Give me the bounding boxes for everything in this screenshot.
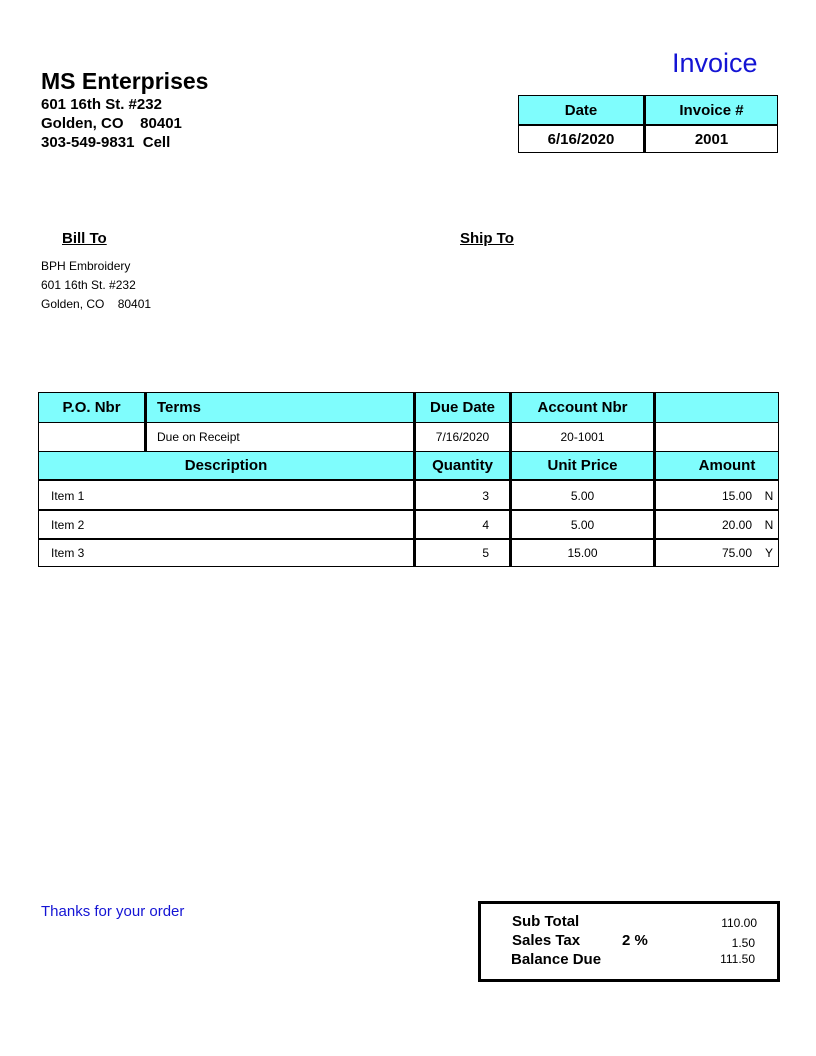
invoice-title: Invoice	[672, 48, 758, 78]
due-date-value: 7/16/2020	[435, 430, 490, 444]
item-amount: 75.00	[721, 546, 752, 560]
quantity-header: Quantity	[416, 452, 509, 479]
bill-to-line3: Golden, CO 80401	[41, 297, 152, 311]
po-header: P.O. Nbr	[39, 393, 144, 422]
unit-price-header: Unit Price	[512, 452, 653, 479]
table-rule	[39, 538, 778, 540]
description-header: Description	[39, 452, 413, 479]
header-box-rule	[519, 124, 777, 126]
sales-tax-value: 1.50	[731, 936, 755, 950]
table-divider	[653, 393, 656, 566]
ship-to-label: Ship To	[460, 230, 514, 247]
due-date-header: Due Date	[416, 393, 509, 422]
terms-value: Due on Receipt	[157, 430, 240, 444]
table-divider	[509, 393, 512, 566]
item-description: Item 1	[51, 489, 85, 503]
invoice-number: 2001	[694, 130, 729, 148]
item-amount: 20.00	[721, 517, 752, 532]
company-phone: 303-549-9831 Cell	[41, 134, 171, 151]
extra-value	[656, 423, 778, 451]
table-rule	[39, 509, 778, 511]
sales-tax-rate: 2 %	[622, 932, 648, 949]
table-rule	[39, 451, 778, 452]
invoice-table	[38, 392, 779, 567]
table-rule	[39, 479, 778, 481]
invoice-number-header: Invoice #	[646, 96, 777, 124]
item-taxable-flag: N	[764, 489, 774, 503]
company-address-line2: Golden, CO 80401	[41, 115, 182, 132]
subtotal-value: 110.00	[721, 916, 757, 930]
sales-tax-label: Sales Tax	[512, 932, 581, 949]
totals-box	[478, 901, 780, 982]
item-taxable-flag: N	[764, 517, 774, 532]
date-header: Date	[519, 96, 643, 124]
item-unit-price: 15.00	[567, 546, 598, 560]
item-unit-price: 5.00	[570, 489, 595, 503]
extra-header	[656, 393, 778, 422]
amount-header: Amount	[656, 452, 778, 479]
item-taxable-flag: Y	[764, 546, 773, 560]
subtotal-label: Sub Total	[512, 913, 580, 930]
item-quantity: 3	[482, 489, 489, 503]
bill-to-line2: 601 16th St. #232	[41, 278, 136, 292]
item-description: Item 3	[51, 546, 85, 560]
item-description: Item 2	[51, 517, 85, 532]
terms-header: Terms	[147, 393, 413, 422]
po-value	[39, 423, 144, 451]
thanks-message: Thanks for your order	[41, 903, 185, 920]
item-unit-price: 5.00	[570, 517, 595, 532]
bill-to-label: Bill To	[62, 230, 107, 247]
company-address-line1: 601 16th St. #232	[41, 96, 162, 113]
balance-due-label: Balance Due	[511, 951, 602, 968]
item-quantity: 4	[482, 517, 489, 532]
company-name: MS Enterprises	[41, 68, 209, 94]
item-amount: 15.00	[721, 489, 752, 503]
table-divider	[413, 393, 416, 566]
invoice-header-box	[518, 95, 778, 153]
table-rule	[39, 422, 778, 423]
table-divider	[144, 393, 147, 451]
account-value: 20-1001	[560, 430, 605, 444]
account-header: Account Nbr	[512, 393, 653, 422]
item-quantity: 5	[482, 546, 489, 560]
invoice-date: 6/16/2020	[547, 130, 615, 148]
bill-to-line1: BPH Embroidery	[41, 259, 131, 273]
balance-due-value: 111.50	[720, 952, 755, 966]
